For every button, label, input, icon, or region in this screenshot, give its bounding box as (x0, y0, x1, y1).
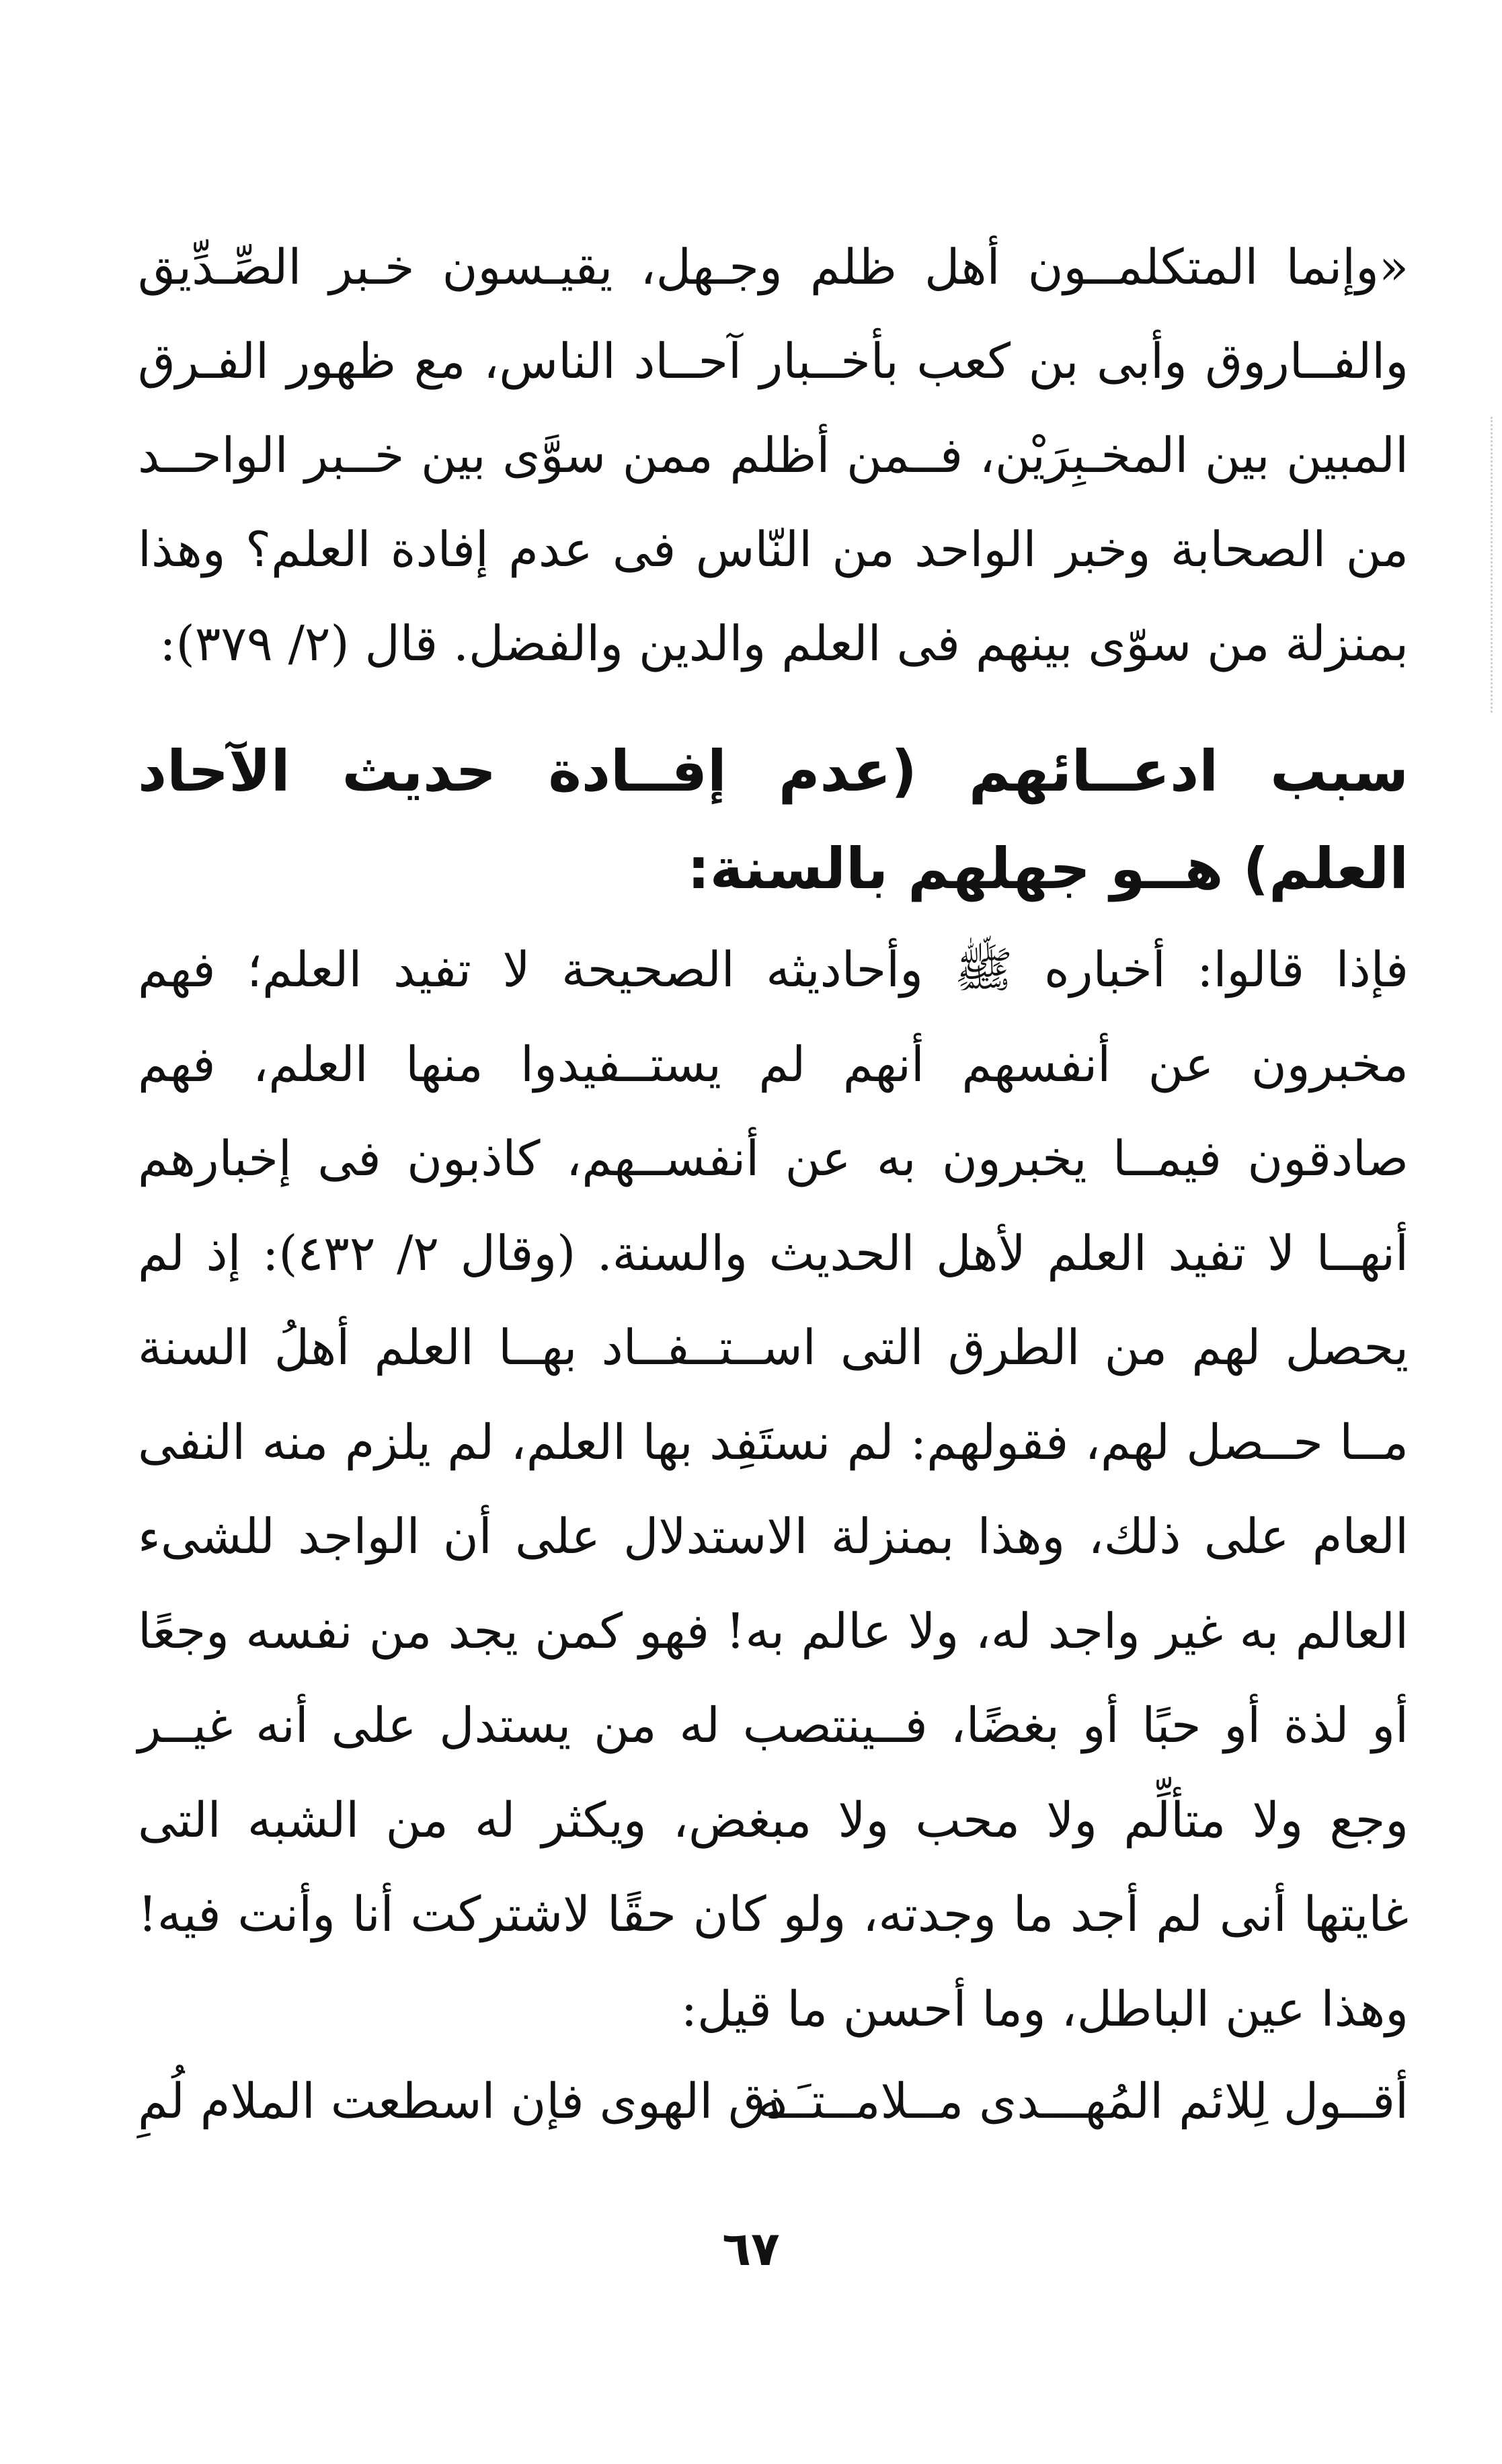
verse-second-hemistich: ذق الهوى فإن اسطعت الملام لُمِ (138, 2073, 788, 2129)
intro-quote-paragraph: «وإنما المتكلمــون أهل ظلم وجـهل، يقيـسون خـبر الصِّـدِّيق والفــاروق وأبى بن كعب بأخــبار آحــاد الناس، مع ظهور الفـرق المبين بين المخـبِرَيْن، فــمن أظلم ممن سوَّى بين خــبر الواحــد من الصحابة وخبر الواحد من النّاس فى عدم إفادة العلم؟ وهذا بمنزلة من سوّى بينهم فى العلم والدين والفضل. قال (٢/ ٣٧٩): (138, 239, 1409, 672)
main-paragraph: فإذا قالوا: أخباره ﷺ وأحاديثه الصحيحة لا تفيد العلم؛ فهم مخبرون عن أنفسهم أنهم لم يستــفيدوا منها العلم، فهم صادقون فيمــا يخبرون به عن أنفســهم، كاذبون فى إخبارهم أنهــا لا تفيد العلم لأهل الحديث والسنة. (وقال ٢/ ٤٣٢): إذ لم يحصل لهم من الطرق التى اســتــفــاد بهــا العلم أهلُ السنة مــا حــصل لهم، فقولهم: لم نستَفِد بها العلم، لم يلزم منه النفى العام على ذلك، وهذا بمنزلة الاستدلال على أن الواجد للشىء العالم به غير واجد له، ولا عالم به! فهو كمن يجد من نفسه وجعًا أو لذة أو حبًا أو بغضًا، فــينتصب له من يستدل على أنه غيــر وجع ولا متألِّم ولا محب ولا مبغض، ويكثر له من الشبه التى غايتها أنى لم أجد ما وجدته، ولو كان حقًا لاشتركت أنا وأنت فيه! وهذا عين الباطل، وما أحسن ما قيل: (138, 941, 1409, 2037)
section-heading: سبب ادعــائهم (عدم إفــادة حديث الآحاد العلم) هــو جهلهم بالسنة: (138, 738, 1409, 902)
page-number: ٦٧ (722, 2221, 780, 2276)
scan-margin-mark (1491, 417, 1493, 713)
verse-first-hemistich: أقــول لِلائم المُهـــدى مــلامــتـَـه (757, 2073, 1409, 2129)
poetry-verse (138, 2054, 1409, 2148)
